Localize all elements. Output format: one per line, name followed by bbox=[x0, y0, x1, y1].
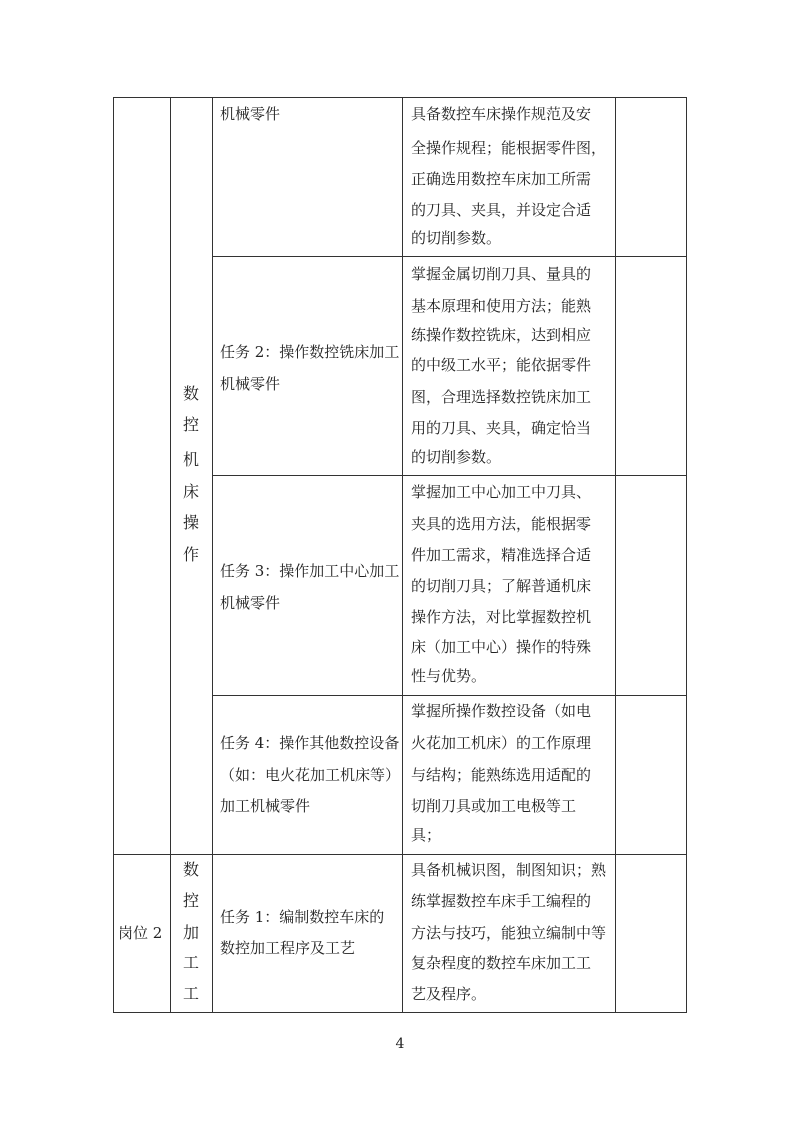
module-label-char: 床 bbox=[182, 482, 199, 501]
col-divider bbox=[615, 97, 616, 1013]
module-label-char: 机 bbox=[182, 450, 199, 469]
module-label-char: 加 bbox=[182, 923, 199, 942]
row-divider bbox=[113, 854, 687, 855]
page-number: 4 bbox=[395, 1036, 405, 1052]
module-label-char: 数 bbox=[182, 384, 199, 403]
col-divider bbox=[212, 97, 213, 1013]
col-divider bbox=[113, 97, 114, 1013]
module-label-char: 工 bbox=[182, 984, 199, 1003]
post-label: 岗位 2 bbox=[118, 924, 163, 942]
document-page: 数 控 机 床 操 作 机械零件 具备数控车床操作规范及安 全操作规程；能根据零件图， 正确选用数控车床加工所需 的刀具、夹具，并设定合适 的切削参数。 任务 2：操作数控铣床加工 机械零件 掌握金属切削刀具、量具的 基本原理和使用方法；能熟 练操作数控铣床，达到相应 的中级工水平；能依据零件 图，合理选择数控铣床加工 用的刀具、夹具，确定恰当 的切削参数。 任务 3：操作加工中心加工 机械零件 掌握加工中心加工中刀具、 夹具的选用方法，能根据零 件加工需求，精准选择合适 的切削刀具；了解普通机床 操作方法，对比掌握数控机 床（加工中心）操作的特殊 性与优势。 任务 4：操作其他数控设备 （如：电火花加工机床等） 加工机械零件 掌握所操作数控设备（如电 火花加工机床）的工作原理 与结构；能熟练选用适配的 切削刀具或加工电极等工 具； 岗位 2 数 控 加 工 工 任务 1：编制数控车床的 数控加工程序及工艺 具备机械识图，制图知识；熟 练掌握数控车床手工编程的 方法与技巧，能独立编制中等 复杂程度的数控车床加工工 艺及程序。 4 bbox=[0, 0, 800, 1130]
module-label-char: 作 bbox=[182, 545, 199, 564]
module-label-char: 操 bbox=[182, 513, 199, 532]
col-divider bbox=[686, 97, 687, 1013]
col-divider bbox=[402, 97, 403, 1013]
module-label-char: 工 bbox=[182, 953, 199, 972]
table-top-border bbox=[113, 97, 687, 98]
module-label-char: 控 bbox=[182, 415, 199, 434]
table-bottom-border bbox=[113, 1012, 687, 1013]
module-label-char: 控 bbox=[182, 891, 199, 910]
task-cell: 机械零件 bbox=[220, 105, 281, 123]
module-label-char: 数 bbox=[182, 860, 199, 879]
col-divider bbox=[170, 97, 171, 1013]
